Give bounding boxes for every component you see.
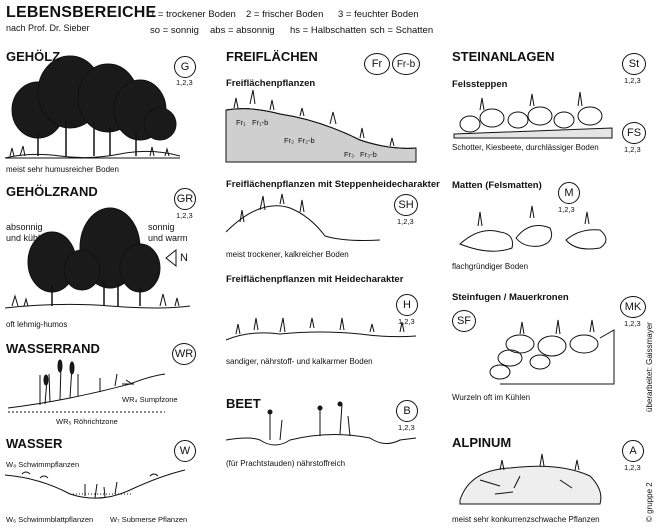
- numbers-fs: 1,2,3: [624, 145, 641, 154]
- label-schwimmblattpflanzen: W₆ Schwimmblattpflanzen: [6, 515, 94, 524]
- credit-gruppe2: © gruppe 2: [645, 482, 654, 522]
- caption-sh: meist trockener, kalkreicher Boden: [226, 250, 349, 259]
- label-sonnig: sonnig: [148, 222, 175, 232]
- legend-light-1: so = sonnig: [150, 25, 199, 36]
- label-schwimmpflanzen: W₈ Schwimmpflanzen: [6, 460, 80, 469]
- code-badge-sf: SF: [452, 310, 476, 332]
- subtitle-freiflaechenpflanzen: Freiflächenpflanzen: [226, 78, 316, 89]
- numbers-g: 1,2,3: [176, 78, 193, 87]
- section-title-steinanlagen: STEINANLAGEN: [452, 49, 555, 64]
- label-fr1-b: Fr₁-b: [252, 118, 269, 127]
- gehoelz-illustration: [5, 56, 180, 158]
- code-badge-fs: FS: [622, 122, 646, 144]
- label-fr1: Fr₁: [236, 118, 246, 127]
- code-badge-fr-b: Fr-b: [392, 53, 420, 75]
- numbers-sh: 1,2,3: [397, 217, 414, 226]
- page-title: LEBENSBEREICHE: [6, 4, 157, 21]
- legend-soil-1: 1 = trockener Boden: [150, 9, 236, 20]
- code-badge-b: B: [396, 400, 418, 422]
- subtitle-steinfugen: Steinfugen / Mauerkronen: [452, 292, 569, 303]
- subtitle-heide: Freiflächenpflanzen mit Heidecharakter: [226, 274, 404, 285]
- code-badge-wr: WR: [172, 343, 196, 365]
- section-title-wasserrand: WASSERRAND: [6, 341, 100, 356]
- legend-soil-3: 3 = feuchter Boden: [338, 9, 419, 20]
- steinfugen-illustration: [490, 320, 614, 384]
- felssteppen-illustration: [454, 92, 612, 138]
- legend-light-4: sch = Schatten: [370, 25, 434, 36]
- section-title-freiflaechen: FREIFLÄCHEN: [226, 49, 318, 64]
- legend-light-3: hs = Halbschatten: [290, 25, 367, 36]
- caption-felssteppen: Schotter, Kiesbeete, durchlässiger Boden: [452, 143, 599, 152]
- caption-beet: (für Prachtstauden) nährstoffreich: [226, 459, 346, 468]
- label-warm: und warm: [148, 233, 188, 243]
- numbers-m: 1,2,3: [558, 205, 575, 214]
- north-label: N: [180, 252, 188, 264]
- numbers-h: 1,2,3: [398, 317, 415, 326]
- page-subtitle: nach Prof. Dr. Sieber: [6, 23, 90, 33]
- matten-illustration: [460, 206, 606, 251]
- section-title-wasser: WASSER: [6, 436, 63, 451]
- caption-gehoelz: meist sehr humusreicher Boden: [6, 165, 119, 174]
- label-fr2: Fr₂: [284, 136, 294, 145]
- caption-steinfugen: Wurzeln oft im Kühlen: [452, 393, 531, 402]
- subtitle-felssteppen: Felssteppen: [452, 79, 508, 90]
- section-title-alpinum: ALPINUM: [452, 435, 512, 450]
- label-fr3-b: Fr₃-b: [360, 150, 377, 159]
- caption-alpinum: meist sehr konkurrenzschwache Pflanzen: [452, 515, 600, 524]
- numbers-a: 1,2,3: [624, 463, 641, 472]
- section-title-beet: BEET: [226, 396, 261, 411]
- code-badge-a: A: [622, 440, 644, 462]
- alpinum-illustration: [460, 454, 601, 504]
- wasserrand-illustration: [8, 360, 165, 412]
- code-badge-g: G: [174, 56, 196, 78]
- label-kuehl: und kühl: [6, 233, 41, 243]
- legend-soil-2: 2 = frischer Boden: [246, 9, 324, 20]
- caption-h: sandiger, nährstoff- und kalkarmer Boden: [226, 357, 373, 366]
- code-badge-w: W: [174, 440, 196, 462]
- h-illustration: [226, 318, 416, 340]
- code-badge-gr: GR: [174, 188, 196, 210]
- sh-illustration: [226, 194, 380, 241]
- subtitle-matten: Matten (Felsmatten): [452, 180, 542, 191]
- section-title-gehoelz: GEHÖLZ: [6, 49, 61, 64]
- numbers-gr: 1,2,3: [176, 211, 193, 220]
- legend-light-2: abs = absonnig: [210, 25, 275, 36]
- code-badge-m: M: [558, 182, 580, 204]
- label-roehrichtzone: WR₅ Röhrichtzone: [56, 417, 118, 426]
- code-badge-mk: MK: [620, 296, 646, 318]
- numbers-st: 1,2,3: [624, 76, 641, 85]
- caption-gehoelzrand: oft lehmig-humos: [6, 320, 68, 329]
- numbers-b: 1,2,3: [398, 423, 415, 432]
- code-badge-h: H: [396, 294, 418, 316]
- section-title-gehoelzrand: GEHÖLZRAND: [6, 184, 98, 199]
- caption-matten: flachgründiger Boden: [452, 262, 529, 271]
- wasser-illustration: [5, 470, 185, 498]
- numbers-mk: 1,2,3: [624, 319, 641, 328]
- label-sumpfzone: WR₄ Sumpfzone: [122, 395, 178, 404]
- label-fr2-b: Fr₂-b: [298, 136, 315, 145]
- code-badge-sh: SH: [394, 194, 418, 216]
- subtitle-steppenheide: Freiflächenpflanzen mit Steppenheidecharakter: [226, 179, 440, 190]
- credit-gaissmayer: überarbeitet: Gaissmayer: [645, 322, 654, 412]
- code-badge-st: St: [622, 53, 646, 75]
- label-submerse-pflanzen: W₇ Submerse Pflanzen: [110, 515, 188, 524]
- code-badge-fr: Fr: [364, 53, 390, 75]
- label-fr3: Fr₃: [344, 150, 355, 159]
- label-absonnig: absonnig: [6, 222, 43, 232]
